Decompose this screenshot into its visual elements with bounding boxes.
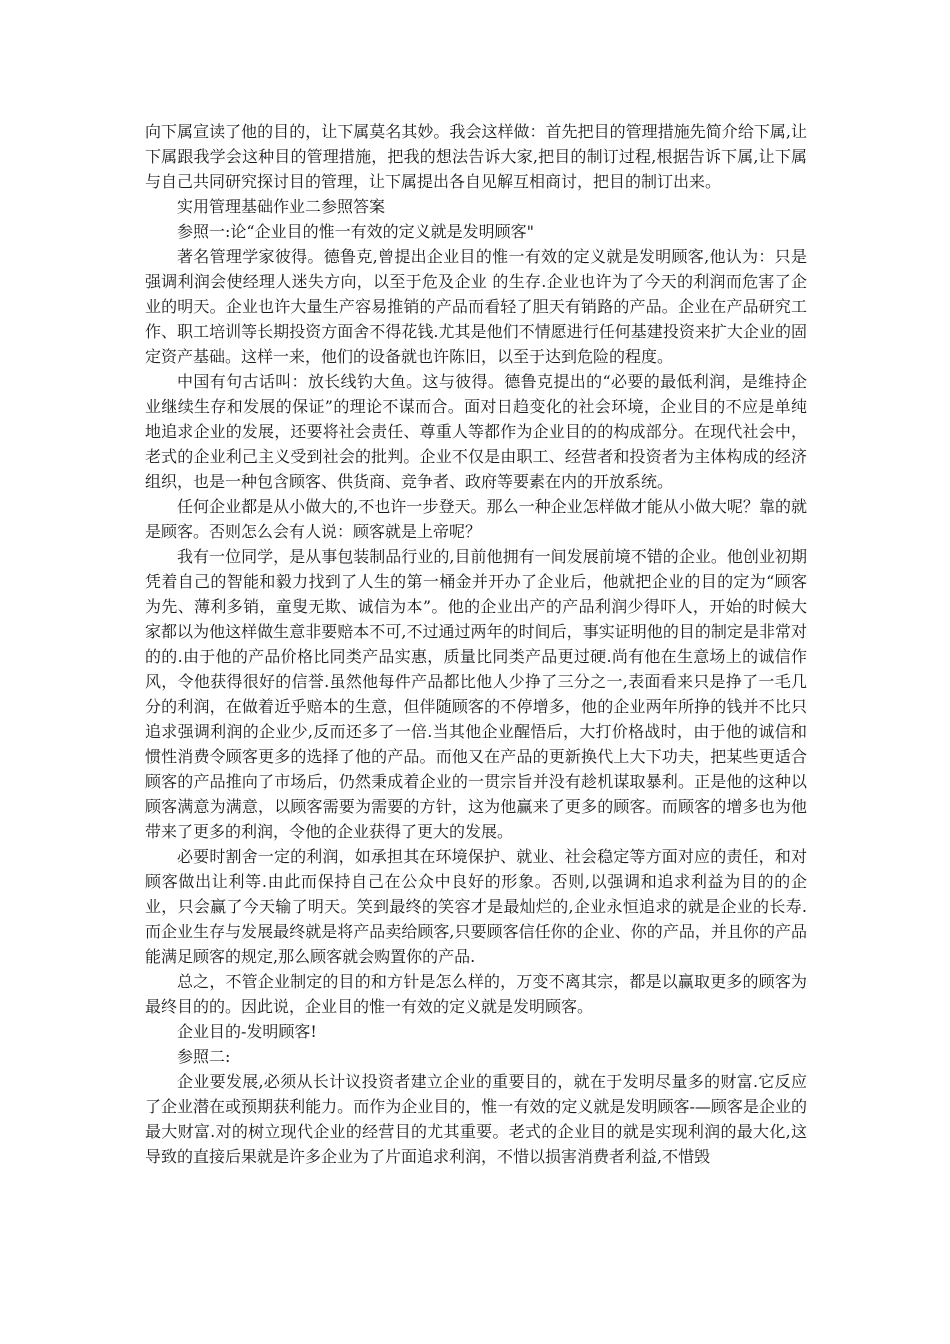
paragraph-reference-two-body: 企业要发展,必须从长计议投资者建立企业的重要目的，就在于发明尽量多的财富.它反应了企业潜在或预期获利能力。而作为企业目的，惟一有效的定义就是发明顾客-—顾客是企业的最大财富.对的树立现代企业的经营目的尤其重要。老式的企业目的就是实现利润的最大化,这导致的直接后果就是许多企业为了片面追求利润，不惜以损害消费者利益,不惜毁 [145,1072,807,1166]
heading-reference-two: 参照二: [177,1047,231,1066]
paragraph-proverb: 中国有句古话叫：放长线钓大鱼。这与彼得。德鲁克提出的“必要的最低利润，是维持企业继续生存和发展的保证”的理论不谋而合。面对日趋变化的社会环境，企业目的不应是单纯地追求企业的发展，还要将社会责任、尊重人等都作为企业目的的构成部分。在现代社会中，老式的企业利己主义受到社会的批判。企业不仅是由职工、经营者和投资者为主体构成的经济组织，也是一种包含顾客、供货商、竞争者、政府等要素在内的开放系统。 [145,372,807,491]
paragraph-intro-continuation: 向下属宣读了他的目的，让下属莫名其妙。我会这样做：首先把目的管理措施先简介给下属,让下属跟我学会这种目的管理措施，把我的想法告诉大家,把目的制订过程,根据告诉下属,让下属与自己共同研究探讨目的管理，让下属提出各自见解互相商讨，把目的制订出来。 [145,122,807,191]
heading-reference-one: 参照一:论“企业目的惟一有效的定义就是发明顾客" [177,222,534,241]
paragraph-drucker: 著名管理学家彼得。德鲁克,曾提出企业目的惟一有效的定义就是发明顾客,他认为：只是强调利润会使经理人迷失方向，以至于危及企业 的生存.企业也许为了今天的利润而危害了企业的明天。企业也许大量生产容易推销的产品而看轻了胆天有销路的产品。企业在产品研究工作、职工培训等长期投资方面舍不得花钱.尤其是他们不情愿进行任何基建投资来扩大企业的固定资产基础。这样一来，他们的设备就也许陈旧，以至于达到危险的程度。 [145,247,807,366]
document-page [145,119,807,1169]
paragraph-conclusion: 总之，不管企业制定的目的和方针是怎么样的，万变不离其宗，都是以赢取更多的顾客为最终目的的。因此说，企业目的惟一有效的定义就是发明顾客。 [145,972,807,1016]
paragraph-classmate-story: 我有一位同学，是从事包装制品行业的,目前他拥有一间发展前境不错的企业。他创业初期凭着自己的智能和毅力找到了人生的第一桶金并开办了企业后，他就把企业的目的定为“顾客为先、薄利多销，童叟无欺、诚信为本”。他的企业出产的产品利润少得吓人，开始的时候大家都以为他这样做生意非要赔本不可,不过通过两年的时间后，事实证明他的目的制定是非常对的的.由于他的产品价格比同类产品实惠，质量比同类产品更过硬.尚有他在生意场上的诚信作风，令他获得很好的信誉.虽然他每件产品都比他人少挣了三分之一,表面看来只是挣了一毛几分的利润，在做着近乎赔本的生意，但伴随顾客的不停增多，他的企业两年所挣的钱并不比只追求强调利润的企业少,反而还多了一倍.当其他企业醒悟后，大打价格战时，由于他的诚信和惯性消费令顾客更多的选择了他的产品。而他又在产品的更新换代上大下功夫，把某些更适合顾客的产品推向了市场后，仍然秉成着企业的一贯宗旨并没有趁机谋取暴利。正是他的这种以顾客满意为满意，以顾客需要为需要的方针，这为他赢来了更多的顾客。而顾客的增多也为他带来了更多的利润，令他的企业获得了更大的发展。 [145,547,807,841]
paragraph-grow-from-small: 任何企业都是从小做大的,不也许一步登天。那么一种企业怎样做才能从小做大呢？靠的就是顾客。否则怎么会有人说：顾客就是上帝呢？ [145,497,807,541]
heading-reference-answers: 实用管理基础作业二参照答案 [177,197,386,216]
paragraph-give-up-profit: 必要时割舍一定的利润，如承担其在环境保护、就业、社会稳定等方面对应的责任，和对顾客做出让利等.由此而保持自己在公众中良好的形象。否则,以强调和追求利益为目的的企业，只会赢了今天输了明天。笑到最终的笑容才是最灿烂的,企业永恒追求的就是企业的长寿.而企业生存与发展最终就是将产品卖给顾客,只要顾客信任你的企业、你的产品，并且你的产品能满足顾客的规定,那么顾客就会购置你的产品. [145,847,807,966]
heading-create-customers: 企业目的-发明顾客! [177,1022,317,1041]
